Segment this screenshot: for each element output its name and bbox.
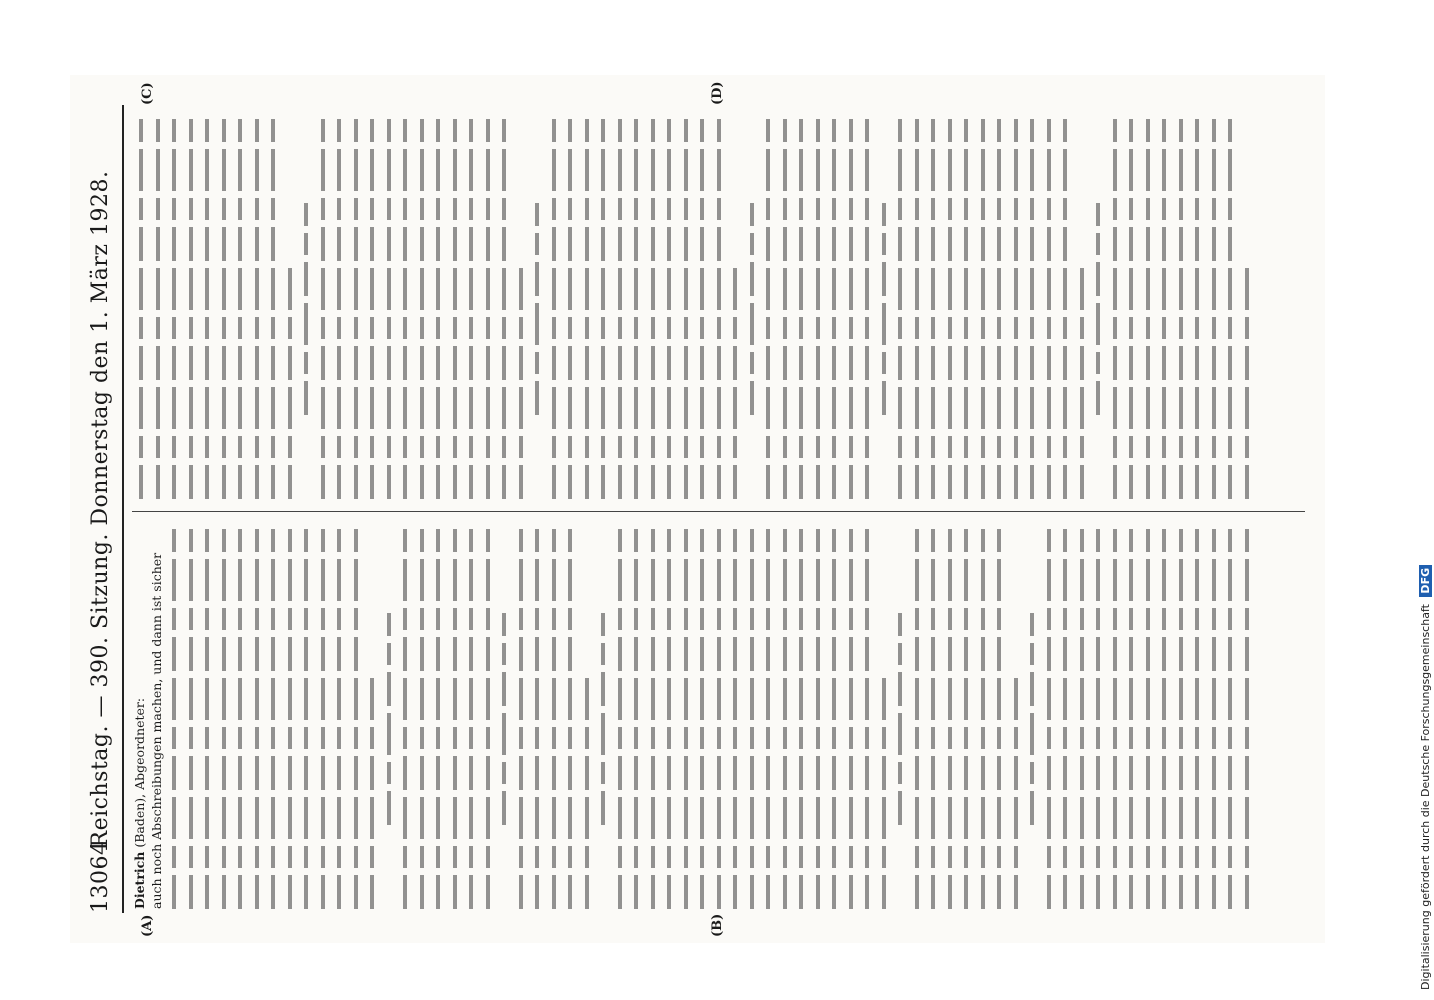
text-line xyxy=(1040,529,1057,909)
text-line xyxy=(248,119,265,499)
text-line xyxy=(231,529,248,909)
text-line xyxy=(561,529,578,909)
text-line xyxy=(363,529,380,909)
text-line xyxy=(941,529,958,909)
opening-words: auch noch Abschreibungen machen, und dann ist sicher xyxy=(148,552,164,909)
text-line xyxy=(1122,529,1139,909)
text-line xyxy=(429,119,446,499)
text-line xyxy=(1221,529,1238,909)
text-line xyxy=(1238,119,1255,499)
text-line xyxy=(809,529,826,909)
text-line xyxy=(1238,529,1255,909)
text-line xyxy=(1139,119,1156,499)
text-line xyxy=(1205,529,1222,909)
text-line xyxy=(693,529,710,909)
text-line xyxy=(1023,529,1040,909)
text-line xyxy=(1106,529,1123,909)
text-line xyxy=(1221,119,1238,499)
document-page xyxy=(70,75,1325,943)
text-line xyxy=(792,529,809,909)
text-line xyxy=(1172,119,1189,499)
text-line xyxy=(264,119,281,499)
page-number: 13064 xyxy=(88,840,113,913)
text-line xyxy=(759,119,776,499)
text-line xyxy=(330,529,347,909)
text-line xyxy=(396,119,413,499)
speaker-name: Dietrich xyxy=(132,851,147,909)
text-line xyxy=(1007,119,1024,499)
column-divider xyxy=(132,511,1305,512)
digitization-credit xyxy=(1419,565,1432,990)
text-line xyxy=(578,529,595,909)
text-line xyxy=(1205,119,1222,499)
text-line xyxy=(726,529,743,909)
text-line xyxy=(710,119,727,499)
text-line xyxy=(875,529,892,909)
scanned-page xyxy=(70,75,1325,943)
text-line xyxy=(1172,529,1189,909)
text-line xyxy=(644,119,661,499)
text-line xyxy=(891,529,908,909)
text-line xyxy=(512,119,529,499)
text-line xyxy=(875,119,892,499)
text-line xyxy=(809,119,826,499)
text-line xyxy=(1188,119,1205,499)
margin-mark-a: (A) xyxy=(140,914,155,937)
text-line xyxy=(446,119,463,499)
text-line xyxy=(314,119,331,499)
text-line xyxy=(660,119,677,499)
text-line xyxy=(215,529,232,909)
text-line xyxy=(396,529,413,909)
text-line xyxy=(1040,119,1057,499)
margin-mark-c: (C) xyxy=(140,82,155,105)
text-line xyxy=(297,119,314,499)
text-line xyxy=(1155,529,1172,909)
text-line xyxy=(149,119,166,499)
text-line xyxy=(627,529,644,909)
text-line xyxy=(198,119,215,499)
text-line xyxy=(215,119,232,499)
text-line xyxy=(941,119,958,499)
text-line xyxy=(1073,529,1090,909)
text-line xyxy=(528,119,545,499)
text-line xyxy=(495,529,512,909)
text-line xyxy=(231,119,248,499)
text-line xyxy=(330,119,347,499)
speaker-line xyxy=(132,529,149,909)
text-line xyxy=(281,529,298,909)
running-header xyxy=(82,105,122,913)
text-line xyxy=(545,119,562,499)
text-line xyxy=(611,119,628,499)
text-line xyxy=(479,119,496,499)
text-line xyxy=(1188,529,1205,909)
text-line xyxy=(759,529,776,909)
text-line xyxy=(677,119,694,499)
text-line xyxy=(776,529,793,909)
text-line xyxy=(611,529,628,909)
text-line xyxy=(858,119,875,499)
text-line xyxy=(924,529,941,909)
text-line xyxy=(1122,119,1139,499)
text-line xyxy=(462,529,479,909)
text-line xyxy=(660,529,677,909)
text-line xyxy=(974,529,991,909)
text-line xyxy=(776,119,793,499)
text-line xyxy=(924,119,941,499)
text-line xyxy=(248,529,265,909)
text-line xyxy=(1089,119,1106,499)
margin-mark-d: (D) xyxy=(710,81,725,105)
text-line xyxy=(297,529,314,909)
dfg-logo: DFG xyxy=(1419,565,1432,597)
text-line xyxy=(1007,529,1024,909)
text-line xyxy=(990,119,1007,499)
text-line xyxy=(380,119,397,499)
right-column-body xyxy=(132,119,1254,499)
text-line xyxy=(578,119,595,499)
text-line xyxy=(957,119,974,499)
text-line xyxy=(842,119,859,499)
text-line xyxy=(1023,119,1040,499)
text-line xyxy=(858,529,875,909)
text-line xyxy=(594,119,611,499)
text-line xyxy=(446,529,463,909)
text-line xyxy=(792,119,809,499)
speaker-role: (Baden), Abgeordneter: xyxy=(132,697,147,848)
text-line xyxy=(974,119,991,499)
text-line xyxy=(1106,119,1123,499)
text-line xyxy=(429,529,446,909)
text-line xyxy=(957,529,974,909)
text-line xyxy=(891,119,908,499)
text-line xyxy=(264,529,281,909)
text-line xyxy=(479,529,496,909)
text-column-right xyxy=(132,119,1305,499)
text-line xyxy=(198,529,215,909)
left-column-body xyxy=(165,529,1254,909)
text-line xyxy=(545,529,562,909)
text-line xyxy=(1089,529,1106,909)
text-line xyxy=(1139,529,1156,909)
text-line xyxy=(347,119,364,499)
text-line xyxy=(627,119,644,499)
text-line xyxy=(842,529,859,909)
text-line xyxy=(182,119,199,499)
text-line xyxy=(908,119,925,499)
text-line xyxy=(363,119,380,499)
text-line xyxy=(710,529,727,909)
text-line xyxy=(462,119,479,499)
text-line xyxy=(1155,119,1172,499)
text-line xyxy=(281,119,298,499)
text-line xyxy=(726,119,743,499)
text-line xyxy=(512,529,529,909)
text-line xyxy=(495,119,512,499)
text-line xyxy=(1073,119,1090,499)
text-line xyxy=(1056,529,1073,909)
text-line xyxy=(990,529,1007,909)
text-line xyxy=(182,529,199,909)
text-line xyxy=(413,529,430,909)
text-line xyxy=(380,529,397,909)
text-line xyxy=(165,529,182,909)
text-line xyxy=(594,529,611,909)
text-line xyxy=(314,529,331,909)
credit-text: Digitalisierung gefördert durch die Deutsche Forschungsgemeinschaft xyxy=(1419,604,1432,990)
margin-mark-b: (B) xyxy=(710,913,725,937)
text-line xyxy=(825,529,842,909)
text-line xyxy=(908,529,925,909)
text-line xyxy=(825,119,842,499)
text-line xyxy=(347,529,364,909)
text-line xyxy=(677,529,694,909)
text-line xyxy=(743,529,760,909)
text-column-left xyxy=(132,529,1305,909)
text-line xyxy=(693,119,710,499)
text-line xyxy=(413,119,430,499)
text-line xyxy=(743,119,760,499)
header-rule xyxy=(122,105,124,913)
text-line xyxy=(644,529,661,909)
text-line xyxy=(132,119,149,499)
text-line xyxy=(528,529,545,909)
text-line xyxy=(1056,119,1073,499)
page-title: Reichstag. — 390. Sitzung. Donnerstag den 1. März 1928. xyxy=(88,170,113,848)
text-line xyxy=(561,119,578,499)
text-line xyxy=(165,119,182,499)
